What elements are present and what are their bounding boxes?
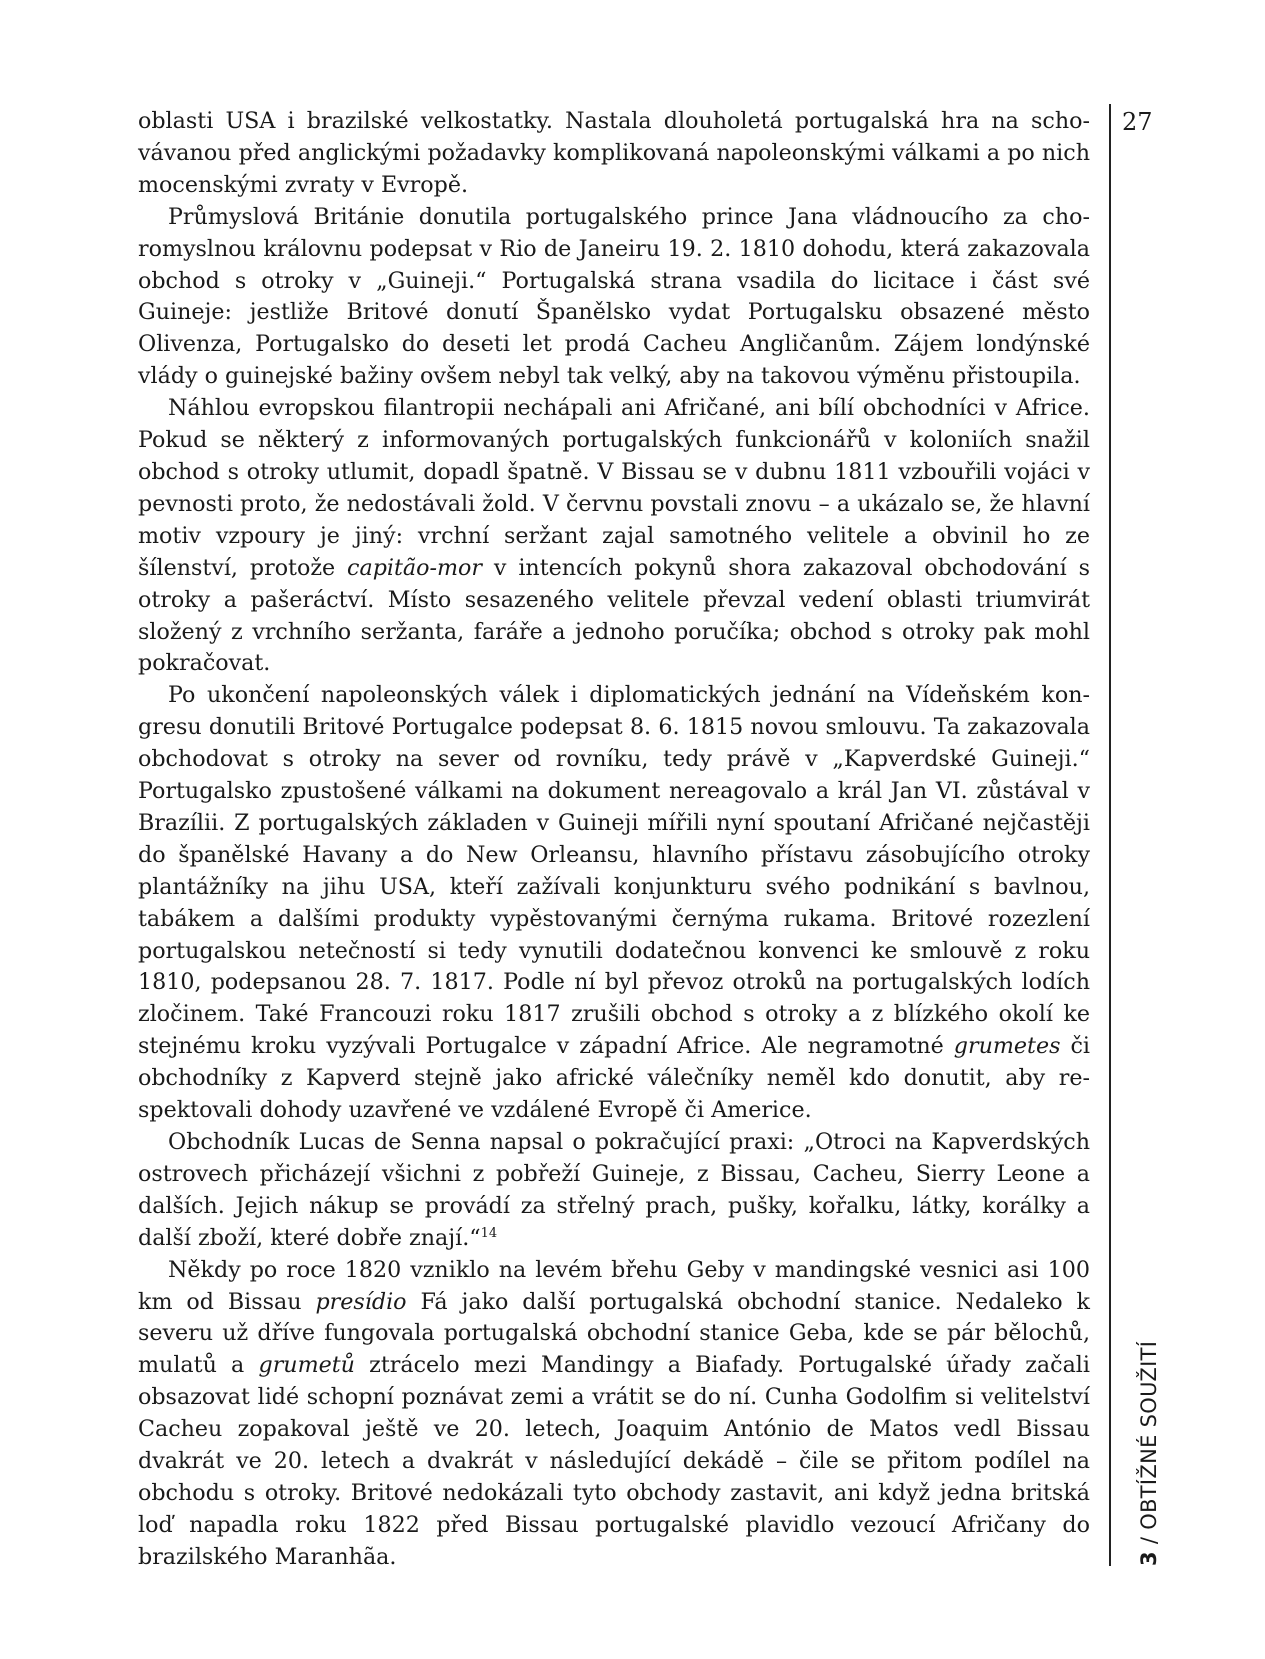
italic-term: grumetes: [953, 1033, 1061, 1060]
paragraph: [138, 1127, 1090, 1255]
text-run: Obchodník Lucas de Senna napsal o pokračující praxi: „Otroci na Kapverdských ostrovech přicházejí všichni z pobřeží Guineje, z Bissau, Cacheu, Sierry Leone a dalších. Jejich nákup se provádí za střelný prach, pušky, kořalku, látky, korálky a další zboží, které dobře znají.“: [138, 1129, 1090, 1251]
italic-term: grumetů: [258, 1352, 355, 1379]
text-run: či obchodníky z Kapverd stejně jako africké válečníky neměl kdo donutit, aby respektovali dohody uzavřené ve vzdálené Evropě či Americe.: [138, 1033, 1091, 1124]
text-run: Průmyslová Británie donutila portugalského prince Jana vládnoucího za choromyslnou královnu podepsat v Rio de Janeiru 19. 2. 1810 dohodu, která zakazovala obchod s otroky v „Guineji.“ Portugalská strana vsadila do licitace i část své Guineje: jestliže Britové donutí Španělsko vydat Portugalsku obsazené město Olivenza, Portugalsko do deseti let prodá Cacheu Angličanům. Zájem londýnské vlády o guinejské bažiny ovšem nebyl tak velký, aby na takovou výměnu přistoupila.: [138, 203, 1090, 390]
paragraph: [138, 1255, 1090, 1574]
footnote-ref: 14: [480, 1225, 498, 1241]
body-text: [138, 106, 1090, 1574]
italic-term: presídio: [315, 1288, 407, 1315]
page-number: 27: [1122, 108, 1153, 136]
text-run: Fá jako další portugalská obchodní stanice. Nedaleko k severu už dříve fungovala portugalská obchodní stanice Geba, kde se pár bělochů, mulatů a: [138, 1288, 1090, 1379]
running-head: [1136, 1341, 1162, 1566]
italic-term: capitão-mor: [347, 554, 483, 581]
paragraph: [138, 202, 1090, 393]
text-run: Náhlou evropskou filantropii nechápali ani Afričané, ani bílí obchodníci v Africe. Pokud se některý z informovaných portugalských funkcionářů v koloniích snažil obchod s otroky utlumit, dopadl špatně. V Bissau se v dubnu 1811 vzbouřili vojáci v pevnosti proto, že nedostávali žold. V červnu povstali znovu – a ukázalo se, že hlavní motiv vzpoury je jiný: vrchní seržant zajal samotného velitele a obvinil ho ze šílenství, protože: [138, 395, 1090, 581]
text-run: Někdy po roce 1820 vzniklo na levém břehu Geby v mandingské vesnici asi 100 km od Bissau: [138, 1256, 1090, 1315]
text-run: ztrácelo mezi Mandingy a Biafady. Portugalské úřady začali obsazovat lidé schopní poznávat zemi a vrátit se do ní. Cunha Godolfim si velitelství Cacheu zopakoval ještě ve 20. letech, Joaquim António de Matos vedl Bissau dvakrát ve 20. letech a dvakrát v následující dekádě – čile se přitom podílel na obchodu s otroky. Britové nedokázali tyto obchody zastavit, ani když jedna britská loď napadla roku 1822 před Bissau portugalské plavidlo vezoucí Afričany do brazilského Maranhãa.: [138, 1352, 1091, 1570]
paragraph: [138, 106, 1090, 202]
text-run: Po ukončení napoleonských válek i diplomatických jednání na Vídeňském kongresu donutili Britové Portugalce podepsat 8. 6. 1815 novou smlouvu. Ta zakazovala obchodovat s otroky na sever od rovníku, tedy právě v „Kapverdské Guineji.“ Portugalsko zpustošené válkami na dokument nereagovalo a král Jan VI. zůstával v Brazílii. Z portugalských základen v Guineji mířili nyní spoutaní Afričané nejčastěji do španělské Havany a do New Orleansu, hlavního přístavu zásobujícího otroky plantážníky na jihu USA, kteří zažívali konjunkturu svého podnikání s bavlnou, tabákem a dalšími produkty vypěstovanými černýma rukama. Britové rozezlení portugalskou netečností si tedy vynutili dodatečnou konvenci ke smlouvě z roku 1810, podepsanou 28. 7. 1817. Podle ní byl převoz otroků na portugalských lodích zločinem. Také Francouzi roku 1817 zrušili obchod s otroky a z blízkého okolí ke stejnému kroku vyzývali Portugalce v západní Africe. Ale negramotné: [138, 682, 1090, 1060]
margin-rule: [1109, 104, 1111, 1566]
chapter-number: 3: [1137, 1551, 1161, 1566]
chapter-title: / OBTÍŽNÉ SOUŽITÍ: [1137, 1340, 1161, 1552]
text-run: oblasti USA i brazilské velkostatky. Nastala dlouholetá portugalská hra na schovávanou před anglickými požadavky komplikovaná napoleonskými válkami a po nich mocenskými zvraty v Evropě.: [138, 108, 1090, 198]
text-run: v intencích pokynů shora zakazoval obchodování s otroky a pašeráctví. Místo sesazeného velitele převzal vedení oblasti triumvirát složený z vrchního seržanta, faráře a jednoho poručíka; obchod s otroky pak mohl pokračovat.: [138, 554, 1090, 677]
paragraph: [138, 680, 1090, 1127]
paragraph: [138, 393, 1090, 680]
